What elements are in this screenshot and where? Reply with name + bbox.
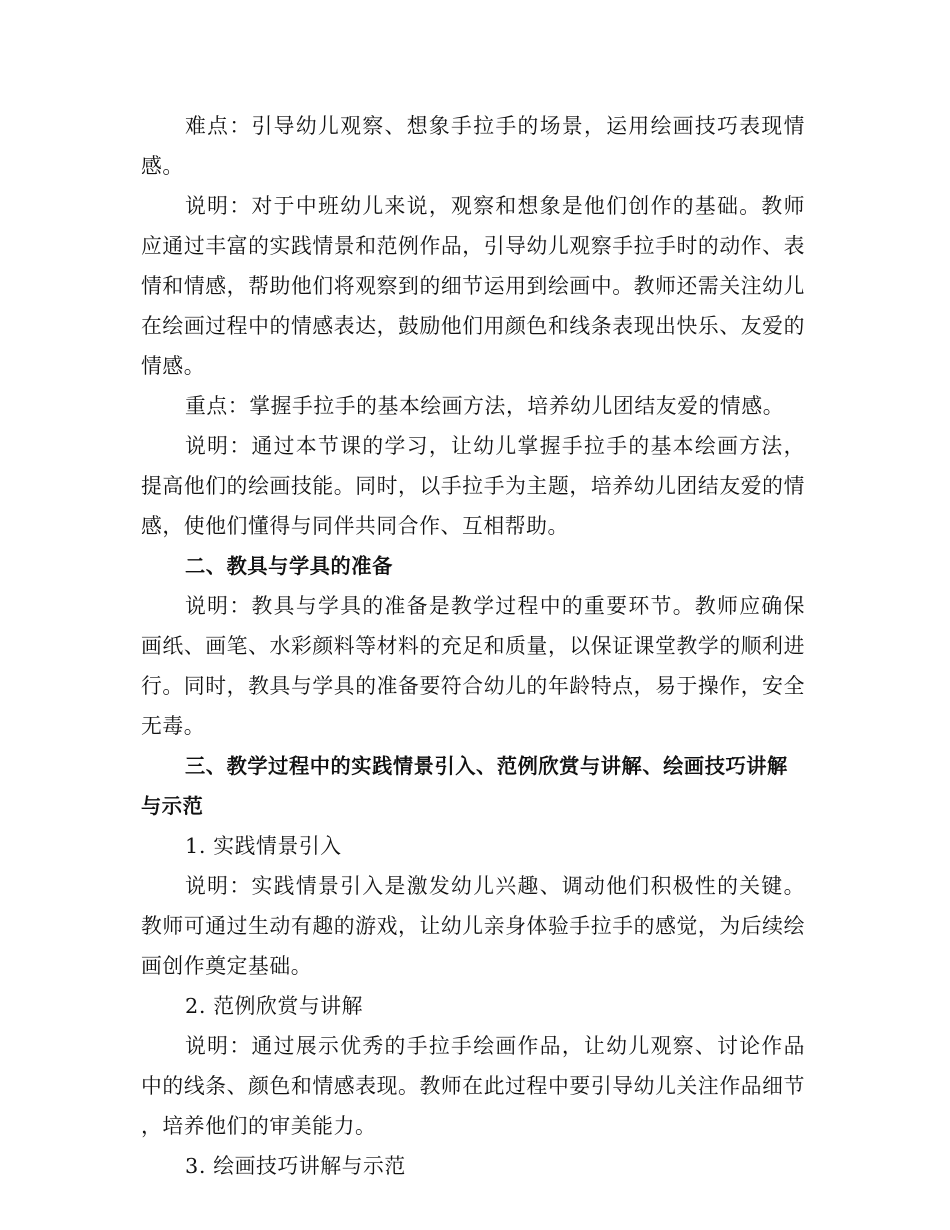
scenario-explanation-paragraph: 说明：实践情景引入是激发幼儿兴趣、调动他们积极性的关键。教师可通过生动有趣的游戏，让幼儿亲身体验手拉手的感觉，为后续绘画创作奠定基础。 [141, 874, 805, 978]
document-body [141, 106, 805, 1186]
key-point-explanation-paragraph: 说明：通过本节课的学习，让幼儿掌握手拉手的基本绘画方法，提高他们的绘画技能。同时，以手拉手为主题，培养幼儿团结友爱的情感，使他们懂得与同伴共同合作、互相帮助。 [141, 434, 805, 538]
list-item-1: 1. 实践情景引入 [185, 834, 342, 858]
list-item-3: 3. 绘画技巧讲解与示范 [185, 1154, 406, 1178]
materials-explanation-paragraph: 说明：教具与学具的准备是教学过程中的重要环节。教师应确保画纸、画笔、水彩颜料等材料的充足和质量，以保证课堂教学的顺利进行。同时，教具与学具的准备要符合幼儿的年龄特点，易于操作，安全无毒。 [141, 594, 805, 738]
example-explanation-paragraph: 说明：通过展示优秀的手拉手绘画作品，让幼儿观察、讨论作品中的线条、颜色和情感表现。教师在此过程中要引导幼儿关注作品细节，培养他们的审美能力。 [141, 1034, 805, 1138]
section-heading-2: 二、教具与学具的准备 [185, 554, 393, 578]
section-heading-3: 三、教学过程中的实践情景引入、范例欣赏与讲解、绘画技巧讲解与示范 [141, 754, 788, 818]
difficulty-paragraph: 难点：引导幼儿观察、想象手拉手的场景，运用绘画技巧表现情感。 [141, 114, 805, 178]
key-point-paragraph: 重点：掌握手拉手的基本绘画方法，培养幼儿团结友爱的情感。 [185, 394, 785, 418]
difficulty-explanation-paragraph: 说明：对于中班幼儿来说，观察和想象是他们创作的基础。教师应通过丰富的实践情景和范例作品，引导幼儿观察手拉手时的动作、表情和情感，帮助他们将观察到的细节运用到绘画中。教师还需关注幼儿在绘画过程中的情感表达，鼓励他们用颜色和线条表现出快乐、友爱的情感。 [141, 194, 805, 378]
list-item-2: 2. 范例欣赏与讲解 [185, 994, 364, 1018]
